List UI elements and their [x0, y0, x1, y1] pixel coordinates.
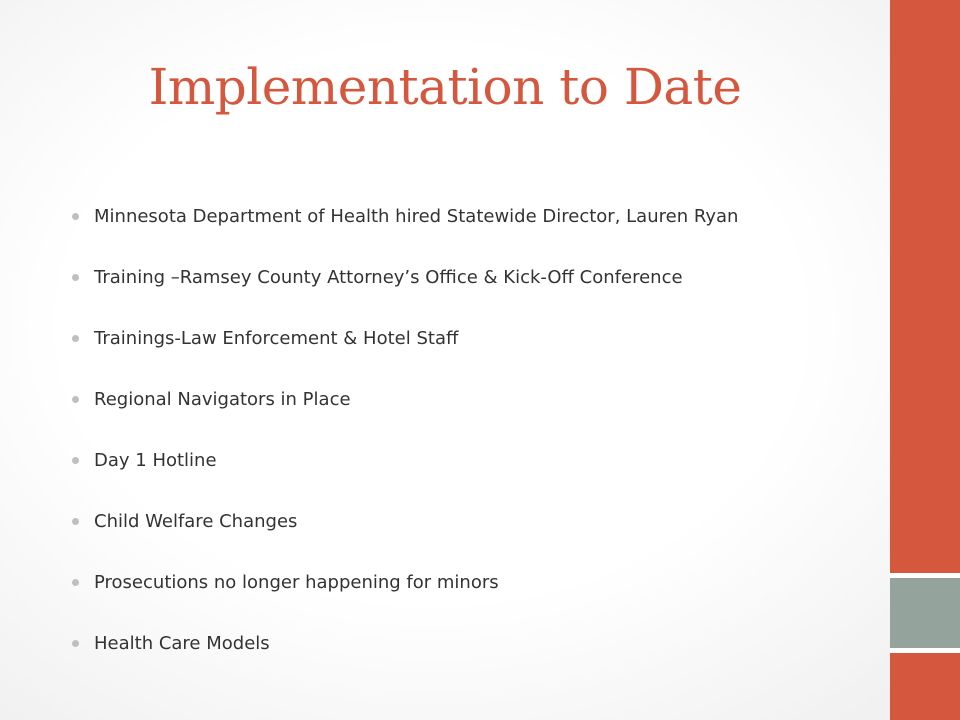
bullet-dot-icon: [72, 457, 79, 464]
side-accent-bar-bottom: [890, 653, 960, 720]
bullet-dot-icon: [72, 396, 79, 403]
bullet-text: Day 1 Hotline: [94, 450, 217, 471]
slide-title: Implementation to Date: [148, 58, 742, 116]
bullet-item: [72, 627, 872, 688]
bullet-dot-icon: [72, 640, 79, 647]
bullet-text: Child Welfare Changes: [94, 511, 298, 532]
bullet-dot-icon: [72, 579, 79, 586]
bullet-dot-icon: [72, 274, 79, 281]
bullet-dot-icon: [72, 213, 79, 220]
bullet-item: [72, 505, 872, 566]
bullet-text: Trainings-Law Enforcement & Hotel Staff: [94, 328, 459, 349]
bullet-item: [72, 444, 872, 505]
bullet-text: Regional Navigators in Place: [94, 389, 351, 410]
bullet-item: [72, 566, 872, 627]
bullet-list: [72, 200, 872, 688]
bullet-text: Prosecutions no longer happening for minors: [94, 572, 499, 593]
bullet-text: Minnesota Department of Health hired Statewide Director, Lauren Ryan: [94, 206, 739, 227]
bullet-item: [72, 383, 872, 444]
bullet-item: [72, 200, 872, 261]
bullet-dot-icon: [72, 335, 79, 342]
bullet-text: Training –Ramsey County Attorney’s Office & Kick-Off Conference: [94, 267, 683, 288]
bullet-item: [72, 261, 872, 322]
bullet-dot-icon: [72, 518, 79, 525]
bullet-item: [72, 322, 872, 383]
side-accent-bar-middle: [890, 578, 960, 648]
bullet-text: Health Care Models: [94, 633, 270, 654]
side-accent-bar-top: [890, 0, 960, 573]
